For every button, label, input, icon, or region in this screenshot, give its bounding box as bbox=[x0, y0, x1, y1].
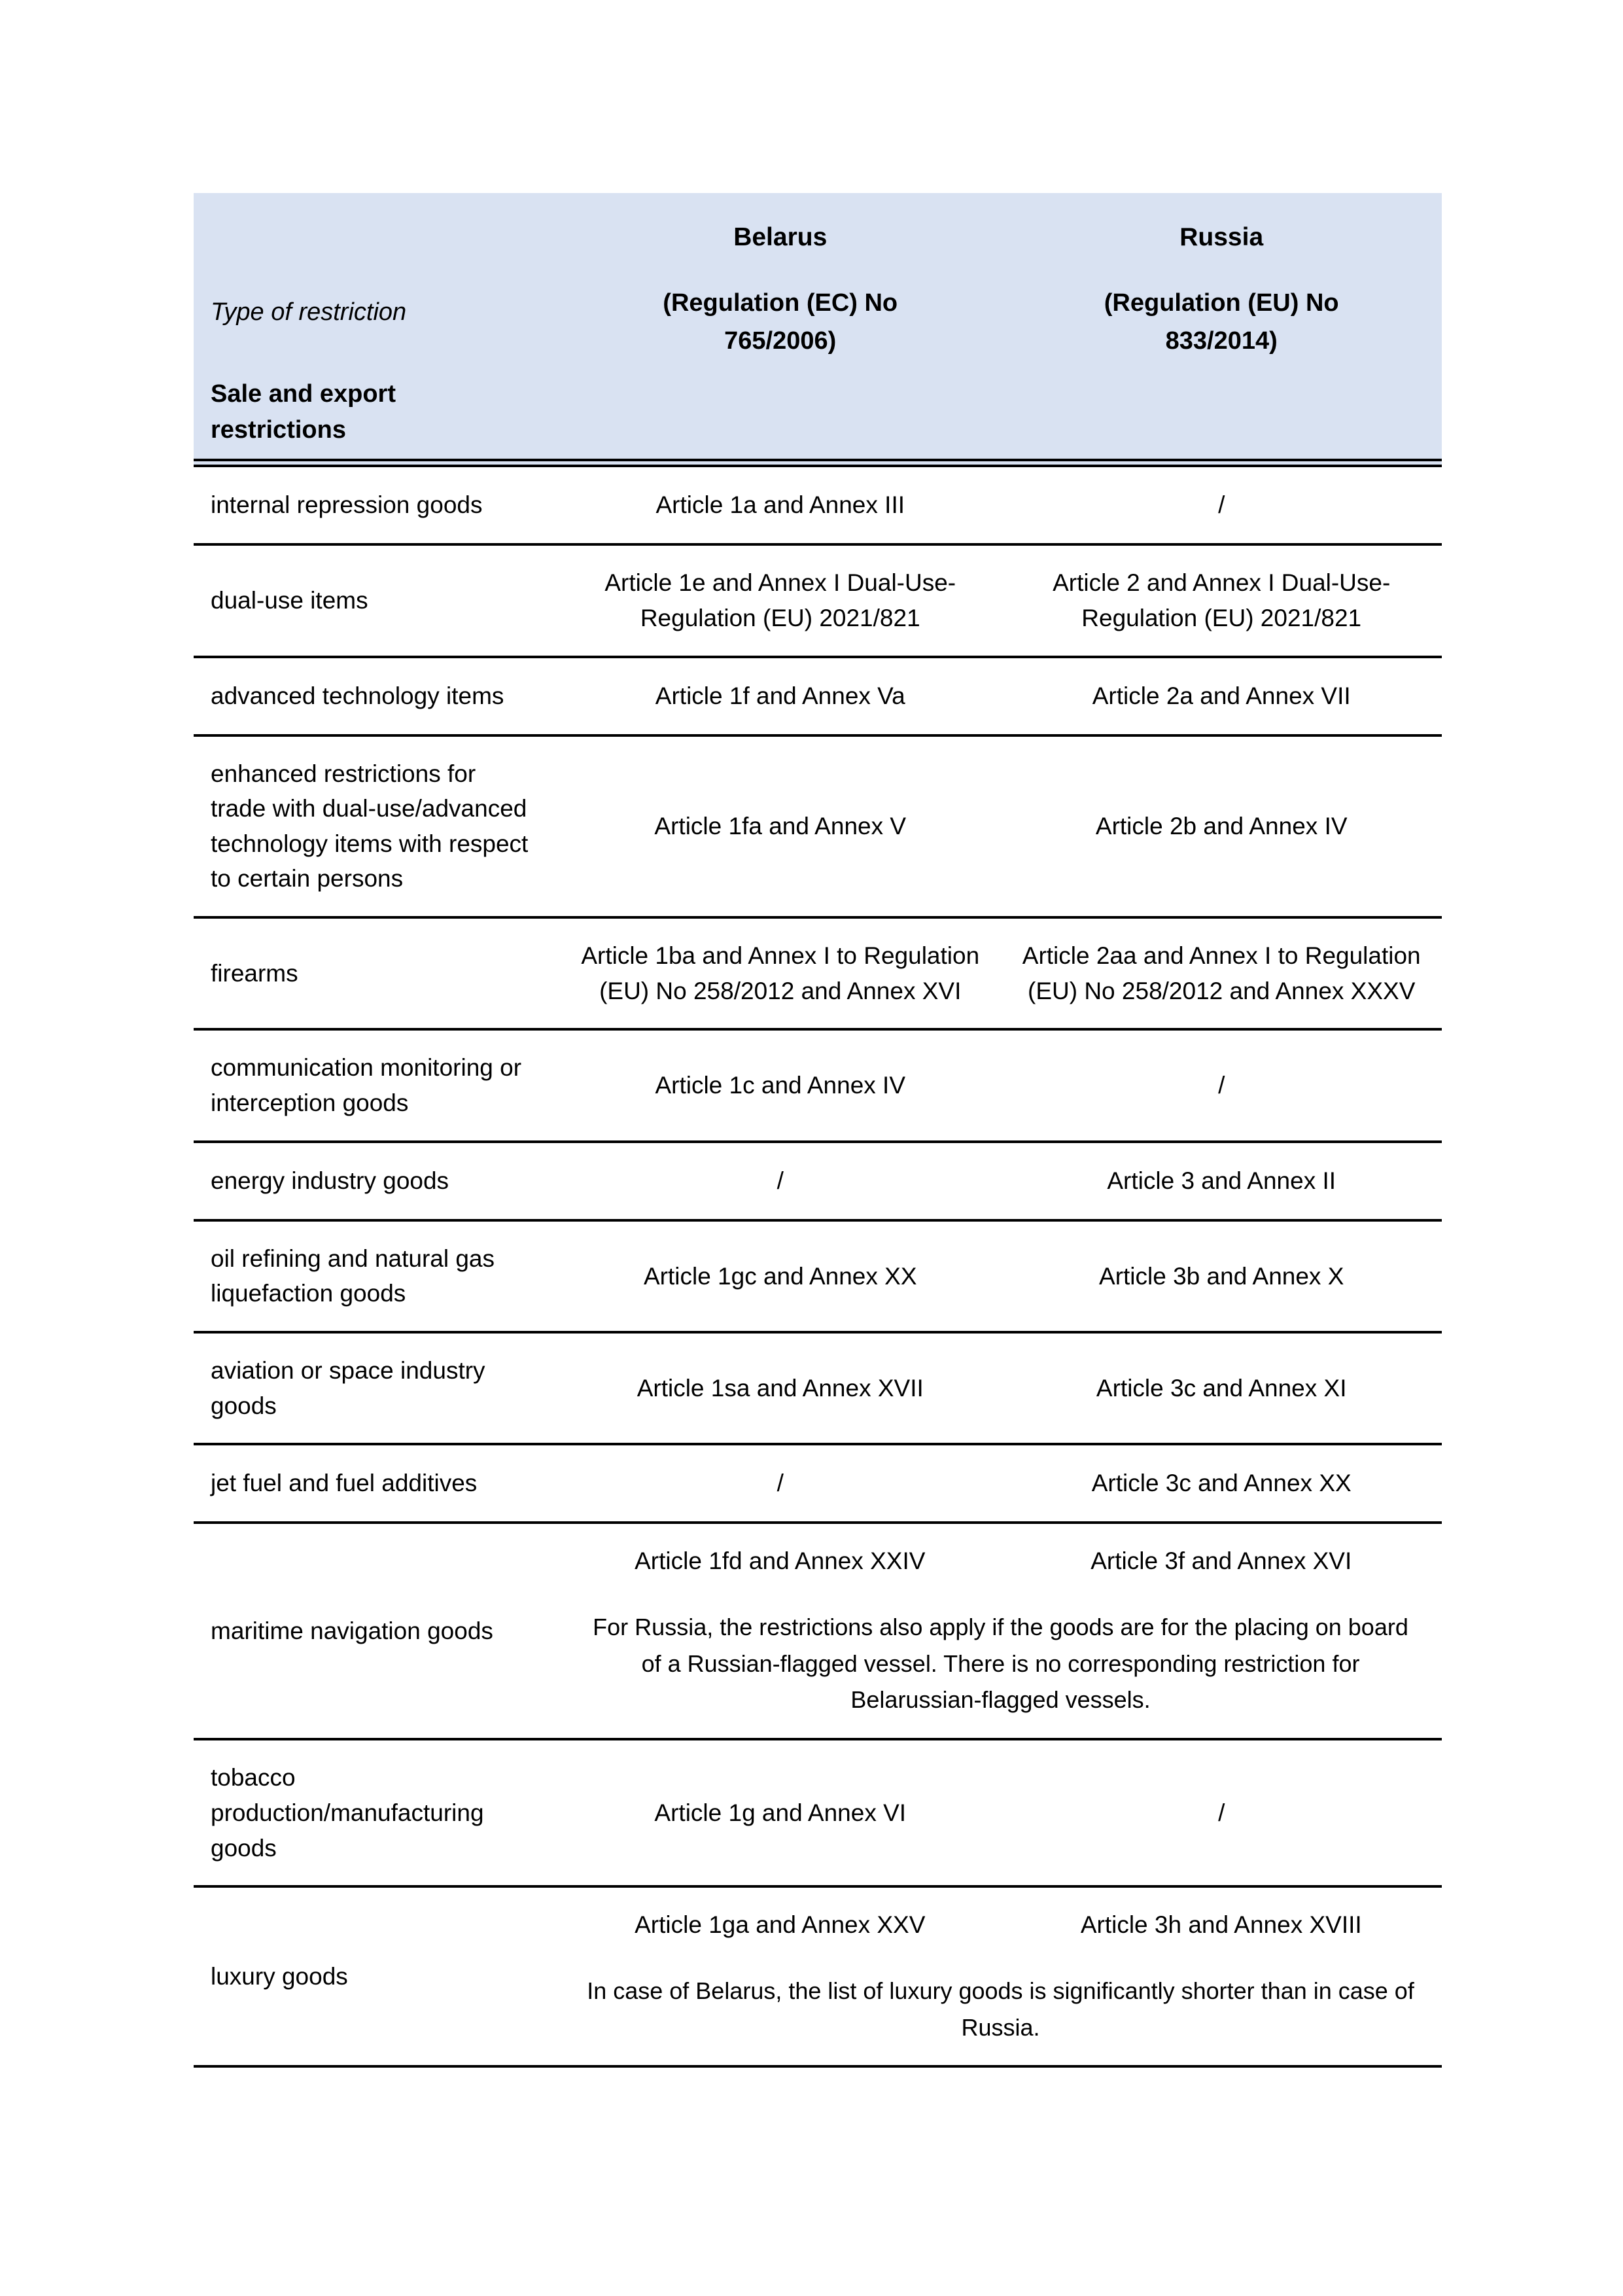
table-row bbox=[194, 1143, 1442, 1222]
belarus-value: Article 1fa and Annex V bbox=[654, 813, 907, 840]
belarus-value: Article 1e and Annex I Dual-Use-Regulation (EU) 2021/821 bbox=[604, 569, 956, 631]
belarus-value: Article 1ga and Annex XXV bbox=[635, 1911, 926, 1939]
table-row bbox=[194, 658, 1442, 737]
restriction-type: tobacco production/manufacturing goods bbox=[211, 1764, 484, 1862]
restriction-type: firearms bbox=[211, 959, 298, 987]
belarus-value: Article 1g and Annex VI bbox=[654, 1799, 907, 1826]
header-type-of-restriction-label: Type of restriction bbox=[211, 298, 407, 326]
table-header bbox=[194, 193, 1442, 467]
table-row bbox=[194, 1222, 1442, 1333]
table-row bbox=[194, 737, 1442, 919]
row-article-values bbox=[559, 1907, 1442, 1943]
restriction-type: maritime navigation goods bbox=[211, 1617, 493, 1644]
table-row bbox=[194, 1333, 1442, 1445]
russia-value: Article 3b and Annex X bbox=[1099, 1262, 1344, 1290]
belarus-value: Article 1ba and Annex I to Regulation (EU) No 258/2012 and Annex XVI bbox=[581, 942, 980, 1004]
row-article-values bbox=[559, 1544, 1442, 1579]
header-belarus-regulation: (Regulation (EC) No 765/2006) bbox=[663, 289, 898, 355]
russia-value: / bbox=[1218, 491, 1225, 519]
row-note: For Russia, the restrictions also apply if the goods are for the placing on board of a Russian-flagged vessel. There is no corresponding restriction for Belarussian-flagged vessels. bbox=[593, 1613, 1408, 1714]
russia-value: Article 2 and Annex I Dual-Use-Regulation (EU) 2021/821 bbox=[1053, 569, 1391, 631]
table-row bbox=[194, 1740, 1442, 1888]
restriction-type: enhanced restrictions for trade with dual-use/advanced technology items with respect to certain persons bbox=[211, 760, 529, 892]
russia-value: Article 3h and Annex XVIII bbox=[1080, 1911, 1362, 1939]
russia-value: Article 2b and Annex IV bbox=[1095, 813, 1348, 840]
table-row bbox=[194, 919, 1442, 1031]
restriction-type: advanced technology items bbox=[211, 682, 504, 709]
belarus-value: Article 1f and Annex Va bbox=[655, 682, 905, 709]
restriction-type: internal repression goods bbox=[211, 491, 483, 519]
restriction-type: oil refining and natural gas liquefaction goods bbox=[211, 1245, 495, 1307]
table-row bbox=[194, 1888, 1442, 2068]
header-type-column bbox=[194, 193, 559, 459]
belarus-value: / bbox=[777, 1167, 784, 1194]
restriction-type: aviation or space industry goods bbox=[211, 1356, 485, 1419]
header-belarus-country: Belarus bbox=[733, 223, 828, 251]
russia-value: / bbox=[1218, 1799, 1225, 1826]
belarus-value: Article 1a and Annex III bbox=[655, 491, 905, 519]
restriction-type: communication monitoring or interception goods bbox=[211, 1054, 522, 1117]
row-values-with-note bbox=[559, 1544, 1442, 1718]
russia-value: Article 3c and Annex XX bbox=[1091, 1470, 1352, 1497]
table-row bbox=[194, 1524, 1442, 1740]
header-sale-and-export-restrictions-label: Sale and export restrictions bbox=[211, 380, 396, 444]
table-row bbox=[194, 546, 1442, 658]
restriction-type: luxury goods bbox=[211, 1963, 348, 1990]
header-belarus-column bbox=[559, 193, 1001, 459]
russia-value: Article 3f and Annex XVI bbox=[1091, 1547, 1352, 1575]
restriction-type: energy industry goods bbox=[211, 1167, 449, 1194]
table-body bbox=[194, 467, 1442, 2068]
belarus-value: / bbox=[777, 1470, 784, 1497]
russia-value: Article 2aa and Annex I to Regulation (EU) No 258/2012 and Annex XXXV bbox=[1022, 942, 1421, 1004]
header-russia-regulation: (Regulation (EU) No 833/2014) bbox=[1104, 289, 1339, 355]
table-row bbox=[194, 1445, 1442, 1524]
belarus-value: Article 1fd and Annex XXIV bbox=[635, 1547, 926, 1575]
restriction-type: dual-use items bbox=[211, 587, 368, 614]
row-values-with-note bbox=[559, 1907, 1442, 2045]
row-note: In case of Belarus, the list of luxury goods is significantly shorter than in case of Russia. bbox=[587, 1977, 1414, 2041]
table-row bbox=[194, 1031, 1442, 1142]
belarus-value: Article 1sa and Annex XVII bbox=[637, 1374, 924, 1402]
russia-value: / bbox=[1218, 1072, 1225, 1099]
restriction-type: jet fuel and fuel additives bbox=[211, 1470, 478, 1497]
sanctions-comparison-table bbox=[194, 193, 1442, 2068]
table-row bbox=[194, 467, 1442, 546]
belarus-value: Article 1c and Annex IV bbox=[655, 1072, 906, 1099]
header-russia-column bbox=[1001, 193, 1442, 459]
russia-value: Article 3 and Annex II bbox=[1107, 1167, 1336, 1194]
russia-value: Article 2a and Annex VII bbox=[1092, 682, 1351, 709]
russia-value: Article 3c and Annex XI bbox=[1096, 1374, 1347, 1402]
header-russia-country: Russia bbox=[1179, 223, 1264, 251]
belarus-value: Article 1gc and Annex XX bbox=[643, 1262, 917, 1290]
